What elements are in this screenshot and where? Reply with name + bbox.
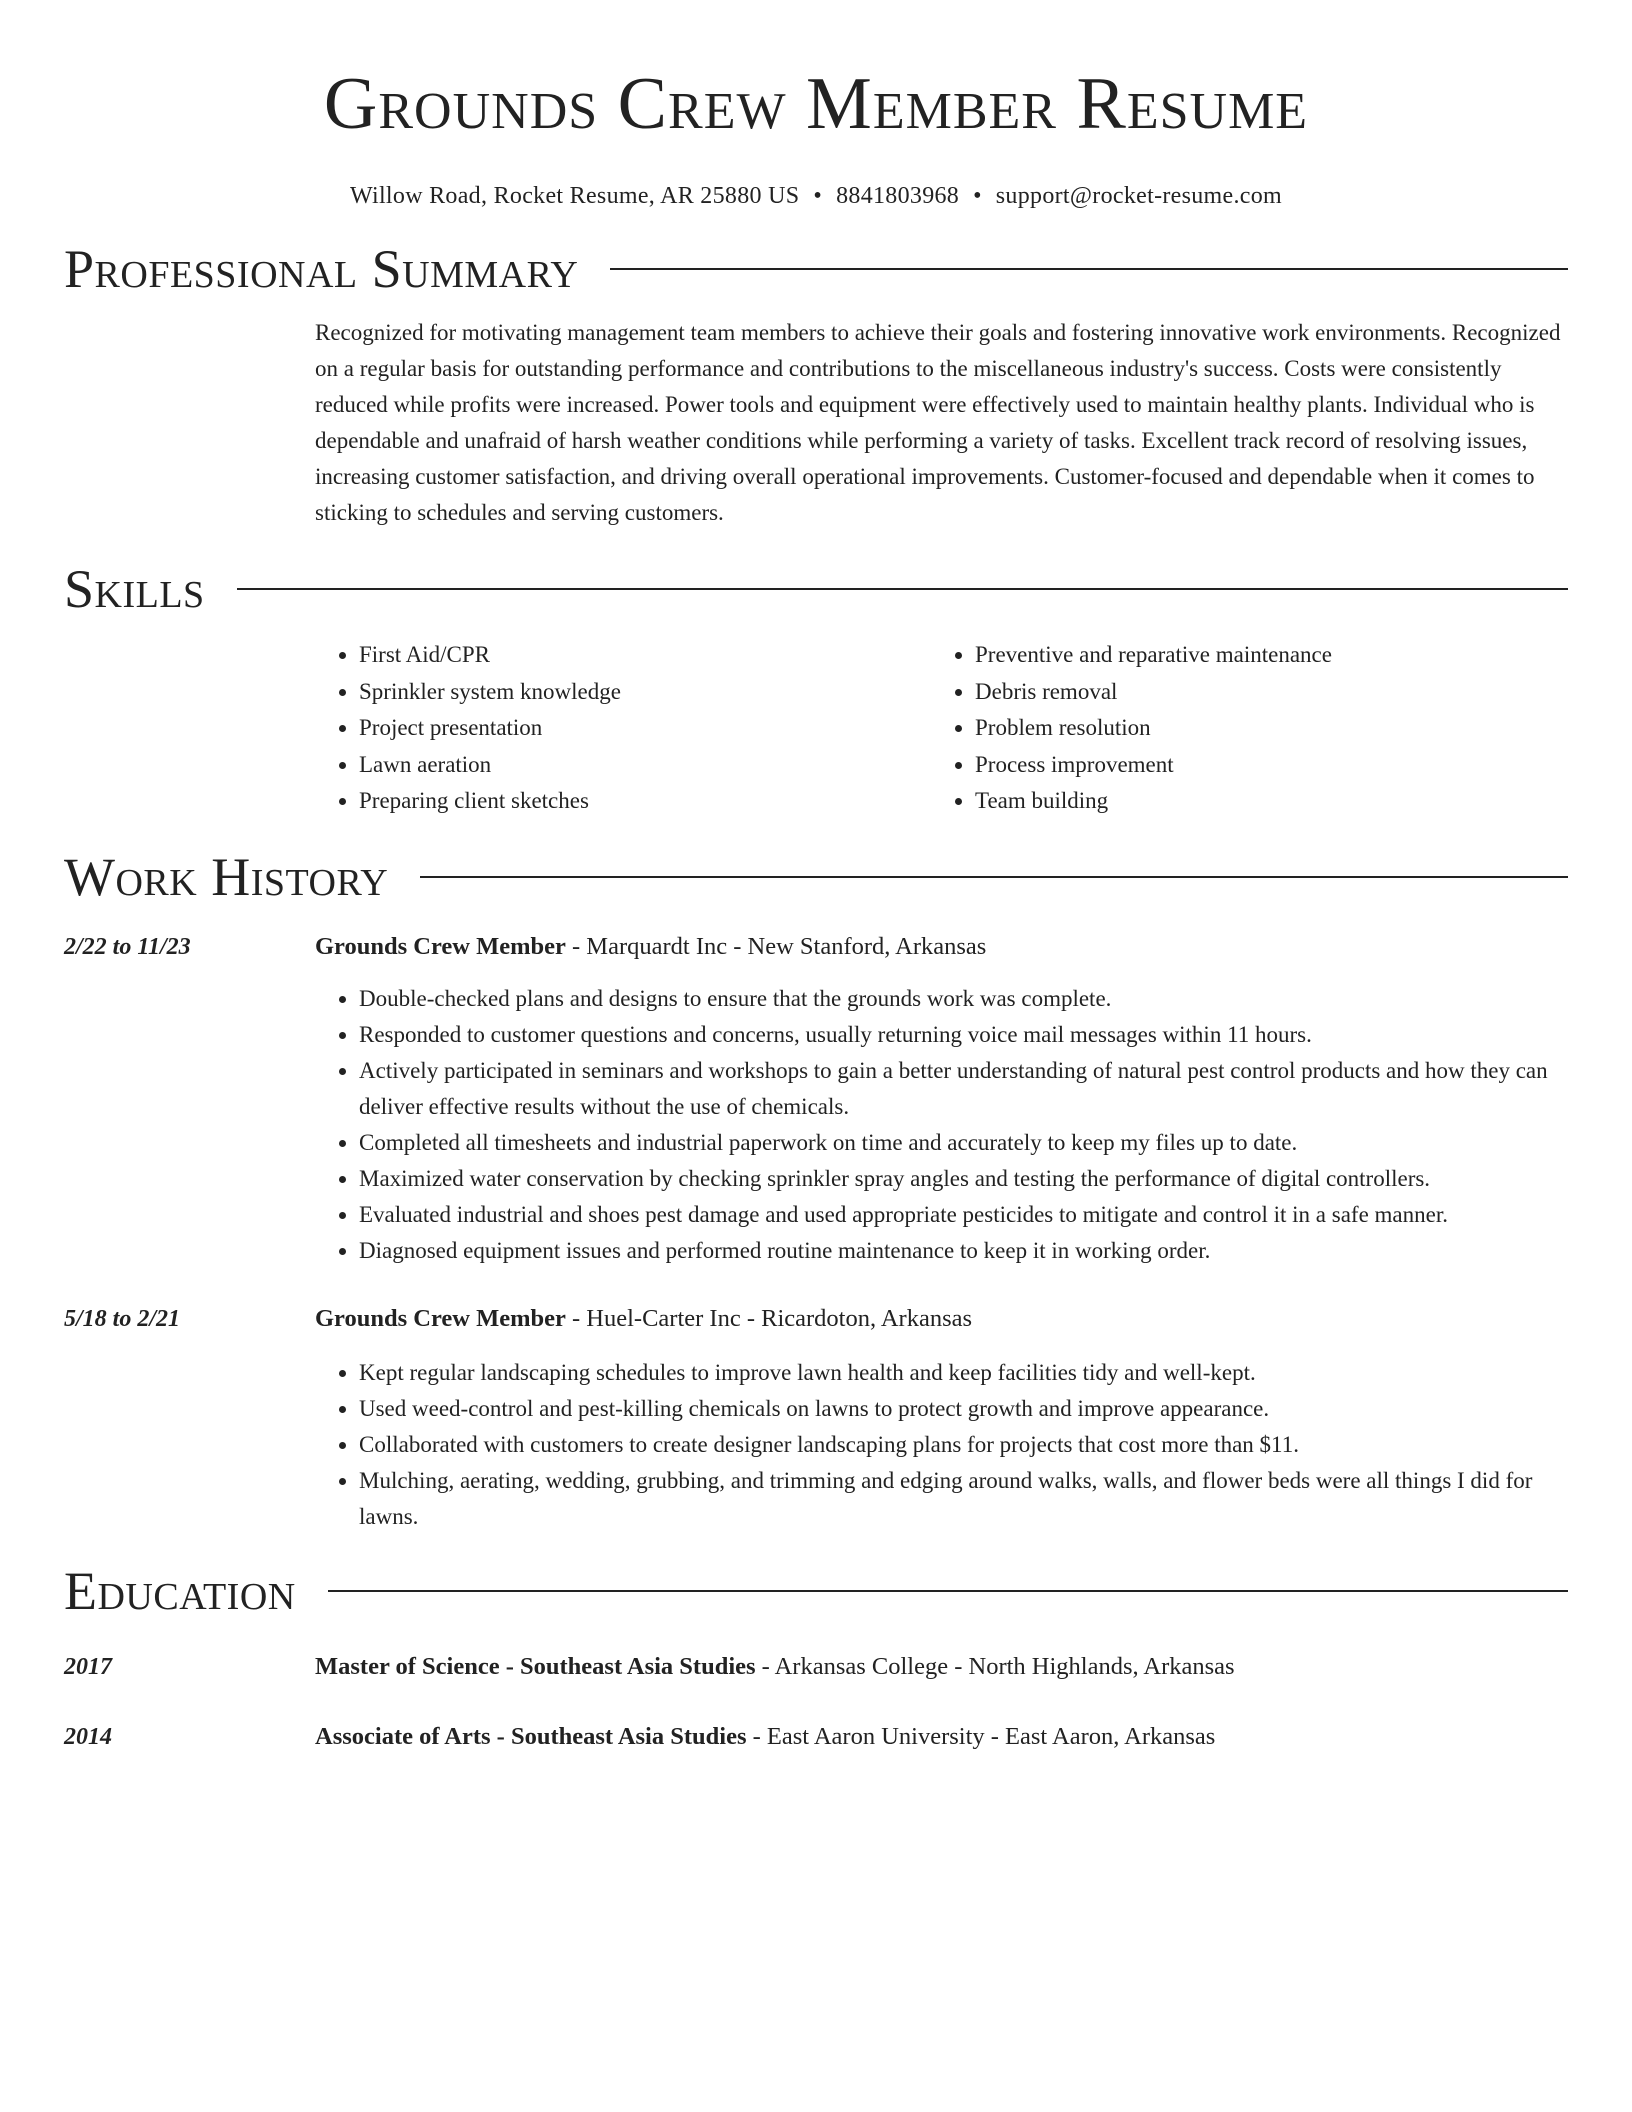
education-entry-body — [315, 1719, 1568, 1755]
skill-item: • Debris removal — [975, 674, 1547, 711]
work-bullet: • Mulching, aerating, wedding, grubbing, and trimming and edging around walks, walls, and flower beds were all things I did for lawns. — [359, 1463, 1568, 1535]
work-bullet: • Used weed-control and pest-killing chemicals on lawns to protect growth and improve appearance. — [359, 1391, 1568, 1427]
skill-item: • Sprinkler system knowledge — [359, 674, 931, 711]
skills-grid — [315, 637, 1568, 820]
skill-item: • Team building — [975, 783, 1547, 820]
work-bullet: • Actively participated in seminars and workshops to gain a better understanding of natural pest control products and how they can deliver effective results without the use of chemicals. — [359, 1053, 1568, 1125]
skills-column-left — [315, 637, 931, 820]
work-entry-body — [315, 929, 1568, 1269]
work-bullet: • Kept regular landscaping schedules to improve lawn health and keep facilities tidy and well-kept. — [359, 1355, 1568, 1391]
education-year: 2017 — [64, 1653, 112, 1680]
work-bullet: • Double-checked plans and designs to ensure that the grounds work was complete. — [359, 981, 1568, 1017]
section-title: Education — [64, 1560, 296, 1621]
education-entry-body — [315, 1649, 1568, 1685]
skill-item: • Process improvement — [975, 747, 1547, 784]
education-entry — [64, 1719, 1568, 1755]
skill-item: • Preventive and reparative maintenance — [975, 637, 1547, 674]
section-title: Skills — [64, 559, 205, 619]
section-header-education — [64, 1559, 1568, 1623]
education-line — [315, 1719, 1568, 1755]
job-employer-location: - Huel-Carter Inc - Ricardoton, Arkansas — [565, 1304, 973, 1332]
education-entry — [64, 1649, 1568, 1685]
job-title: Grounds Crew Member — [315, 932, 566, 960]
work-bullets — [315, 981, 1568, 1269]
education-line — [315, 1649, 1568, 1685]
work-title-line — [315, 1301, 1568, 1337]
work-bullet: • Evaluated industrial and shoes pest damage and used appropriate pesticides to mitigate and control it in a safe manner. — [359, 1197, 1568, 1233]
contact-separator: • — [813, 183, 823, 209]
section-header-work-history — [64, 845, 1568, 909]
school-location: - East Aaron University - East Aaron, Arkansas — [746, 1722, 1216, 1750]
contact-separator: • — [973, 183, 982, 209]
section-divider — [237, 588, 1568, 590]
degree-title: Master of Science - Southeast Asia Studies — [315, 1652, 756, 1680]
section-title: Work History — [64, 846, 389, 907]
skill-item: • First Aid/CPR — [359, 637, 931, 674]
section-title: Professional Summary — [64, 239, 579, 299]
job-employer-location: - Marquardt Inc - New Stanford, Arkansas — [565, 932, 987, 960]
work-dates: 2/22 to 11/23 — [64, 933, 191, 960]
work-entry — [64, 929, 1568, 1269]
contact-address: Willow Road, Rocket Resume, AR 25880 US — [350, 183, 800, 209]
section-divider — [328, 1590, 1568, 1592]
work-bullet: • Responded to customer questions and concerns, usually returning voice mail messages within 11 hours. — [359, 1017, 1568, 1053]
skills-column-right — [931, 637, 1547, 820]
work-bullet: • Collaborated with customers to create designer landscaping plans for projects that cost more than $11. — [359, 1427, 1568, 1463]
school-location: - Arkansas College - North Highlands, Arkansas — [755, 1652, 1235, 1680]
section-header-summary — [64, 237, 1568, 301]
contact-phone: 8841803968 — [836, 183, 960, 209]
work-title-line — [315, 929, 1568, 965]
work-dates: 5/18 to 2/21 — [64, 1305, 181, 1332]
work-bullet: • Maximized water conservation by checking sprinkler spray angles and testing the performance of digital controllers. — [359, 1161, 1568, 1197]
section-divider — [420, 876, 1568, 878]
section-divider — [610, 268, 1568, 270]
skill-item: • Problem resolution — [975, 710, 1547, 747]
skill-item: • Lawn aeration — [359, 747, 931, 784]
skill-item: • Preparing client sketches — [359, 783, 931, 820]
summary-paragraph: Recognized for motivating management team members to achieve their goals and fostering innovative work environments. Recognized on a regular basis for outstanding performance and contributions to the miscellaneous industry's success. Costs were consistently reduced while profits were increased. Power tools and equipment were effectively used to maintain healthy plants. Individual who is dependable and unafraid of harsh weather conditions while performing a variety of tasks. Excellent track record of resolving issues, increasing customer satisfaction, and driving overall operational improvements. Customer-focused and dependable when it comes to sticking to schedules and serving customers. — [315, 320, 1561, 525]
contact-line — [64, 179, 1568, 213]
contact-email: support@rocket-resume.com — [995, 183, 1282, 209]
section-header-skills — [64, 557, 1568, 621]
resume-title: Grounds Crew Member Resume — [323, 63, 1309, 145]
degree-title: Associate of Arts - Southeast Asia Studies — [315, 1722, 747, 1750]
education-year: 2014 — [64, 1723, 112, 1750]
job-title: Grounds Crew Member — [315, 1304, 566, 1332]
work-entry-body — [315, 1301, 1568, 1535]
skill-item: • Project presentation — [359, 710, 931, 747]
work-bullet: • Completed all timesheets and industrial paperwork on time and accurately to keep my files up to date. — [359, 1125, 1568, 1161]
work-bullet: • Diagnosed equipment issues and performed routine maintenance to keep it in working order. — [359, 1233, 1568, 1269]
work-entry — [64, 1301, 1568, 1535]
work-bullets — [315, 1355, 1568, 1535]
